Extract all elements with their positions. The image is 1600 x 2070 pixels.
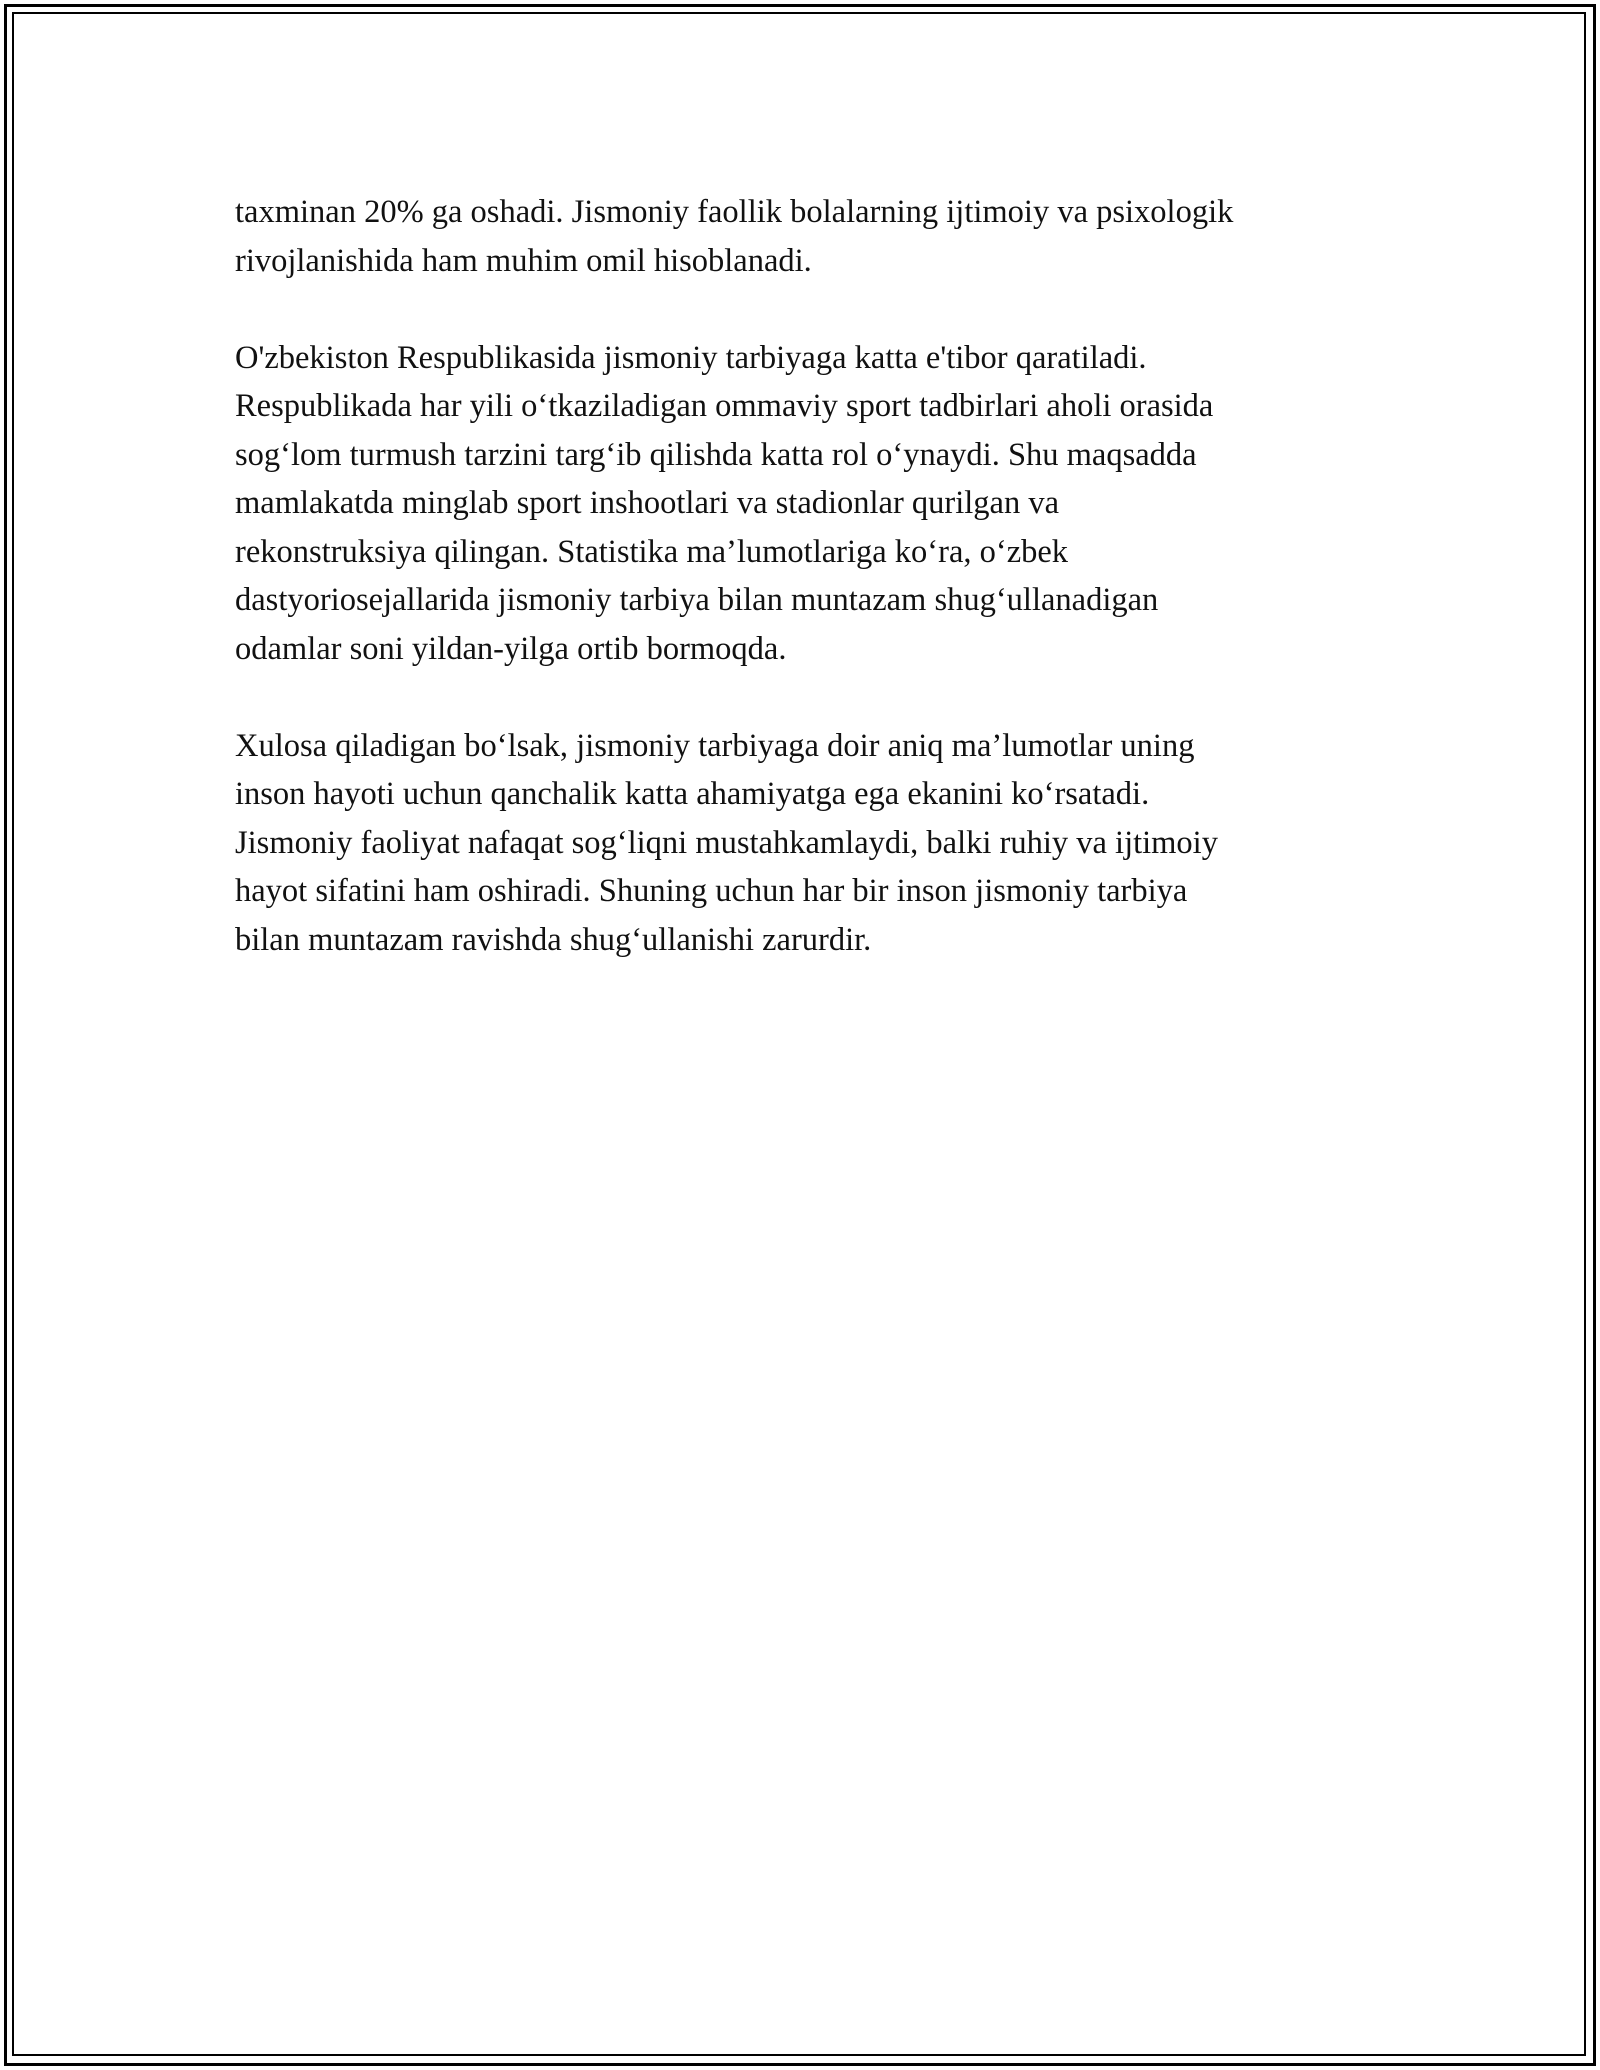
text-line: O'zbekiston Respublikasida jismoniy tarbiyaga katta e'tibor qaratiladi. (235, 339, 1147, 376)
text-line: hayot sifatini ham oshiradi. Shuning uchun har bir inson jismoniy tarbiya (235, 873, 1188, 909)
text-line: Jismoniy faoliyat nafaqat sog‘liqni mustahkamlaydi, balki ruhiy va ijtimoiy (235, 824, 1218, 861)
paragraph-3 (235, 722, 1395, 965)
paragraph-2 (235, 334, 1395, 674)
text-line: sog‘lom turmush tarzini targ‘ib qilishda katta rol o‘ynaydi. Shu maqsadda (235, 436, 1197, 473)
text-line: rivojlanishida ham muhim omil hisoblanadi. (235, 242, 812, 279)
text-line: mamlakatda minglab sport inshootlari va stadionlar qurilgan va (235, 485, 1060, 521)
text-line: inson hayoti uchun qanchalik katta ahamiyatga ega ekanini ko‘rsatadi. (235, 776, 1150, 812)
paragraph-1 (235, 188, 1395, 285)
text-line: Xulosa qiladigan bo‘lsak, jismoniy tarbiyaga doir aniq ma’lumotlar uning (235, 727, 1195, 764)
document-body (235, 188, 1395, 1013)
text-line: odamlar soni yildan-yilga ortib bormoqda. (235, 630, 787, 667)
text-line: Respublikada har yili o‘tkaziladigan ommaviy sport tadbirlari aholi orasida (235, 388, 1214, 424)
text-line: rekonstruksiya qilingan. Statistika ma’lumotlariga ko‘ra, o‘zbek (235, 533, 1069, 570)
text-line: bilan muntazam ravishda shug‘ullanishi zarurdir. (235, 921, 872, 958)
text-line: dastyoriosejallarida jismoniy tarbiya bilan muntazam shug‘ullanadigan (235, 582, 1159, 618)
text-line: taxminan 20% ga oshadi. Jismoniy faollik bolalarning ijtimoiy va psixologik (235, 194, 1234, 230)
